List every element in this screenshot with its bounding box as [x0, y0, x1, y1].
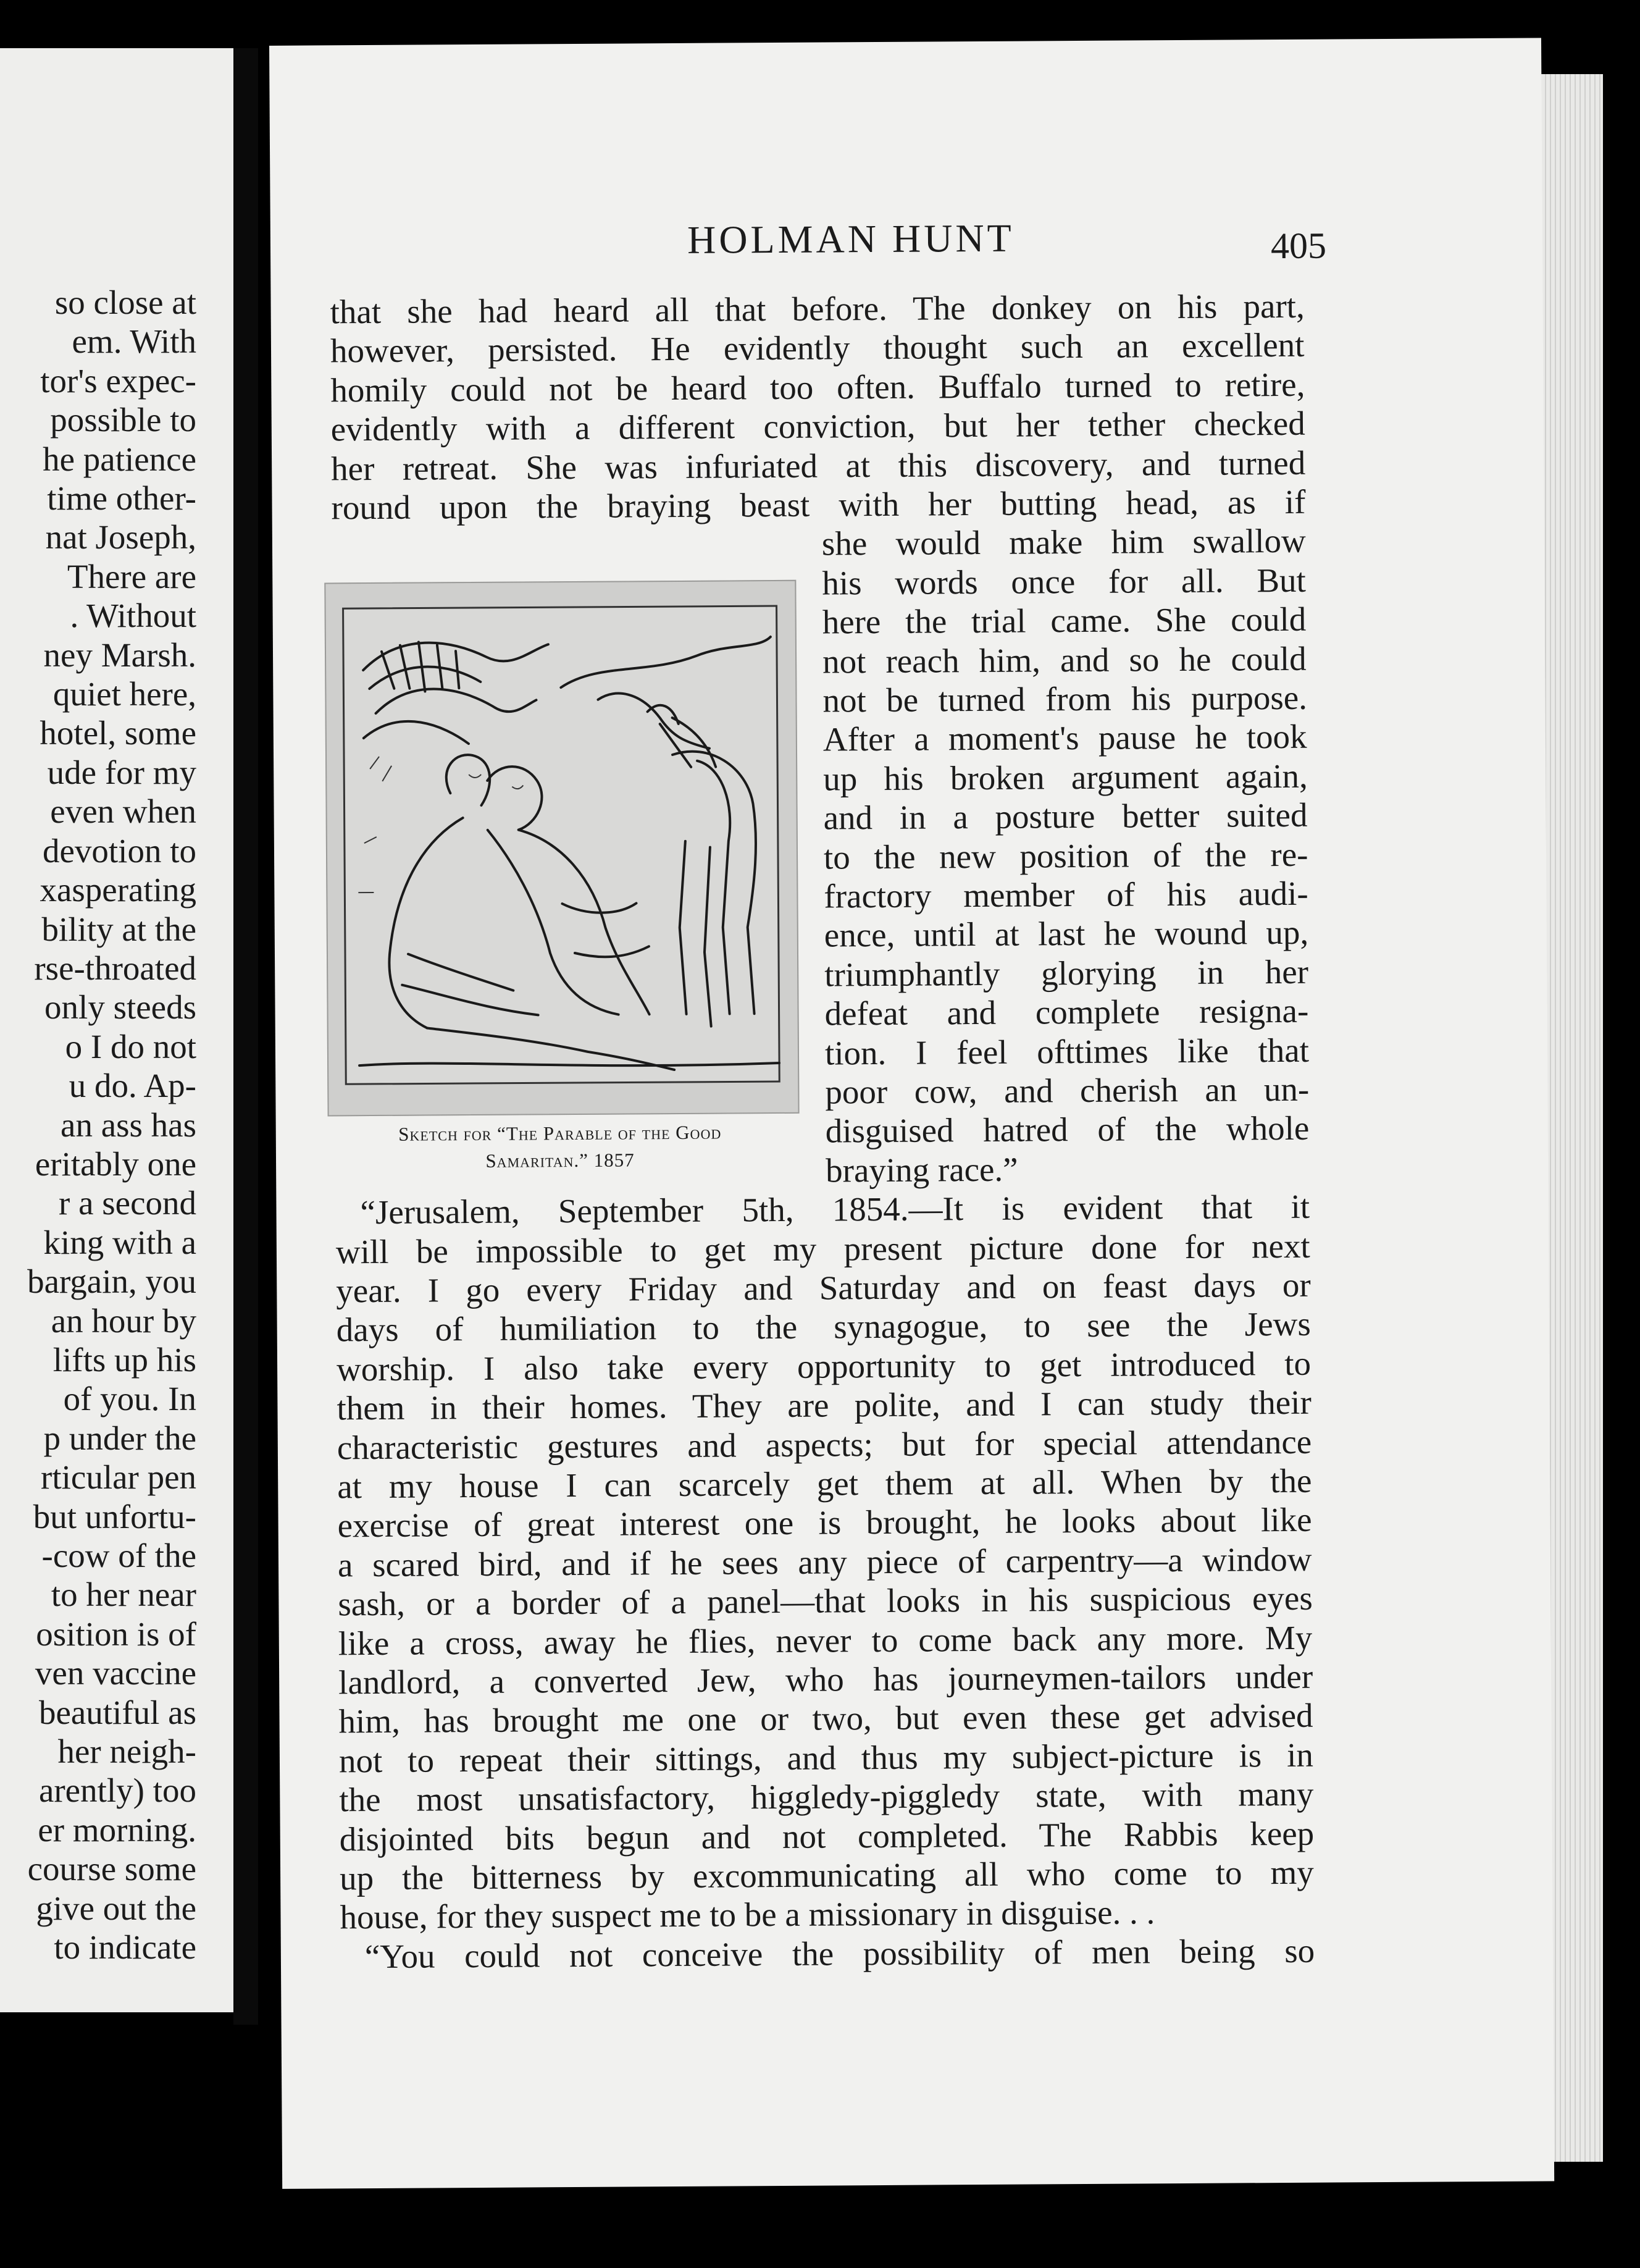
facing-page-line: devotion to — [42, 831, 196, 870]
text-line: year. I go every Friday and Saturday and on feast days or — [336, 1266, 1311, 1310]
facing-page-line: xasperating — [40, 871, 196, 909]
text-line: to the new position of the re- — [823, 835, 1308, 876]
text-line: round upon the braying beast with her butting head, as if — [331, 482, 1306, 527]
text-line: “Jerusalem, September 5th, 1854.—It is evident that it — [360, 1187, 1310, 1232]
text-line: homily could not be heard too often. Buffalo turned to retire, — [330, 365, 1305, 410]
facing-page-line: tor's expec- — [40, 361, 196, 400]
facing-page-line: an hour by — [51, 1301, 196, 1340]
facing-page-text — [0, 283, 196, 1967]
facing-page-line: . Without — [70, 597, 196, 635]
text-line: evidently with a different conviction, but her tether checked — [330, 404, 1305, 448]
text-line: “You could not conceive the possibility of men being so — [364, 1931, 1315, 1975]
text-line: the most unsatisfactory, higgledy-piggledy state, with many — [339, 1774, 1314, 1819]
text-line: like a cross, away he flies, never to come back any more. My — [338, 1618, 1313, 1662]
facing-page-line: of you. In — [63, 1380, 196, 1418]
facing-page-line: ven vaccine — [35, 1654, 196, 1692]
facing-page-line: so close at — [54, 284, 196, 321]
text-line: house, for they suspect me to be a missionary in disguise. . . — [340, 1893, 1155, 1936]
book-page — [269, 38, 1554, 2189]
facing-page-line: -cow of the — [41, 1537, 196, 1574]
sketch-illustration — [324, 580, 799, 1117]
text-line: that she had heard all that before. The donkey on his part, — [330, 287, 1305, 331]
text-line: characteristic gestures and aspects; but for special attendance — [337, 1422, 1312, 1466]
text-line: tion. I feel ofttimes like that — [824, 1031, 1310, 1072]
facing-page-line: he patience — [43, 440, 196, 478]
text-line: triumphantly glorying in her — [824, 952, 1309, 994]
facing-page-line: her neigh- — [57, 1732, 196, 1771]
text-line: she would make him swallow — [821, 522, 1306, 563]
caption-line: Sketch for “The Parable of the Good — [398, 1121, 722, 1145]
text-line: fractory member of his audi- — [824, 874, 1308, 915]
facing-page-line: to indicate — [54, 1928, 196, 1967]
facing-page-line: hotel, some — [40, 714, 196, 752]
text-line: not reach him, and so he could — [822, 639, 1307, 681]
text-line: sash, or a border of a panel—that looks in his suspicious eyes — [338, 1579, 1313, 1623]
facing-page-line: rse-throated — [34, 949, 196, 987]
text-line: her retreat. She was infuriated at this discovery, and turned — [330, 443, 1306, 487]
facing-page-line: u do. Ap- — [69, 1067, 196, 1105]
facing-page-line: nat Joseph, — [45, 518, 196, 556]
facing-page-line: er morning. — [38, 1810, 196, 1849]
facing-page-line: em. With — [72, 322, 196, 361]
facing-page-line: course some — [27, 1850, 196, 1888]
facing-page — [0, 48, 233, 2012]
facing-page-line: king with a — [43, 1223, 196, 1261]
facing-page-line: possible to — [50, 401, 196, 439]
facing-page-line: osition is of — [36, 1615, 196, 1653]
text-line: them in their homes. They are polite, and I can study their — [337, 1383, 1312, 1427]
text-line: at my house I can scarcely get them at all. When by the — [337, 1461, 1312, 1506]
facing-page-line: rticular pen — [41, 1458, 196, 1497]
facing-page-line: beautiful as — [38, 1693, 196, 1731]
facing-page-line: bility at the — [41, 910, 196, 948]
text-line: here the trial came. She could — [822, 600, 1307, 641]
facing-page-line: give out the — [36, 1889, 196, 1927]
running-head: HOLMAN HUNT — [687, 216, 1015, 262]
page-number: 405 — [1270, 225, 1327, 267]
facing-page-line: p under the — [43, 1419, 196, 1457]
facing-page-line: arently) too — [38, 1771, 196, 1810]
text-line: disguised hatred of the whole — [825, 1109, 1310, 1150]
text-line: up his broken argument again, — [823, 757, 1308, 798]
facing-page-line: time other- — [47, 479, 196, 518]
text-line: After a moment's pause he took — [822, 718, 1307, 758]
text-line: exercise of great interest one is brought, he looks about like — [337, 1501, 1312, 1545]
facing-page-line: bargain, you — [27, 1262, 196, 1301]
facing-page-line: r a second — [59, 1184, 196, 1222]
text-line: him, has brought me one or two, but even these get advised — [338, 1697, 1313, 1741]
facing-page-line: There are — [67, 557, 196, 595]
text-line: will be impossible to get my present picture done for next — [335, 1227, 1310, 1270]
facing-page-line: an ass has — [61, 1106, 196, 1144]
text-line: landlord, a converted Jew, who has journeymen-tailors under — [338, 1657, 1313, 1702]
text-line: worship. I also take every opportunity to get introduced to — [336, 1344, 1312, 1388]
caption-line: Samaritan.” 1857 — [485, 1149, 635, 1172]
text-line: not be turned from his purpose. — [822, 678, 1308, 720]
text-line: a scared bird, and if he sees any piece of carpentry—a window — [337, 1540, 1312, 1584]
text-line: poor cow, and cherish an un- — [825, 1070, 1310, 1111]
text-line: his words once for all. But — [822, 561, 1307, 602]
facing-page-line: lifts up his — [52, 1340, 196, 1379]
text-line: defeat and complete resigna- — [824, 991, 1309, 1033]
facing-page-line: only steeds — [44, 988, 196, 1027]
figure-caption — [313, 1119, 808, 1176]
sketch-drawing — [325, 581, 798, 1115]
book-gutter — [233, 48, 258, 2025]
text-line: ence, until at last he wound up, — [824, 914, 1309, 954]
text-line: not to repeat their sittings, and thus my subject-picture is in — [338, 1736, 1314, 1780]
facing-page-line: ney Marsh. — [43, 636, 196, 674]
text-line: disjointed bits begun and not completed. The Rabbis keep — [339, 1814, 1315, 1858]
facing-page-line: but unfortu- — [33, 1497, 196, 1535]
facing-page-line: eritably one — [35, 1144, 196, 1183]
text-line: braying race.” — [825, 1150, 1018, 1190]
facing-page-line: o I do not — [65, 1027, 196, 1065]
text-line: up the bitterness by excommunicating all who come to my — [339, 1853, 1314, 1897]
text-line: days of humiliation to the synagogue, to see the Jews — [336, 1305, 1311, 1349]
facing-page-line: to her near — [51, 1576, 196, 1614]
text-line: and in a posture better suited — [823, 796, 1308, 837]
facing-page-line: quiet here, — [52, 675, 196, 713]
facing-page-line: ude for my — [47, 753, 196, 791]
facing-page-line: even when — [50, 792, 196, 831]
text-line: however, persisted. He evidently thought such an excellent — [330, 326, 1305, 370]
